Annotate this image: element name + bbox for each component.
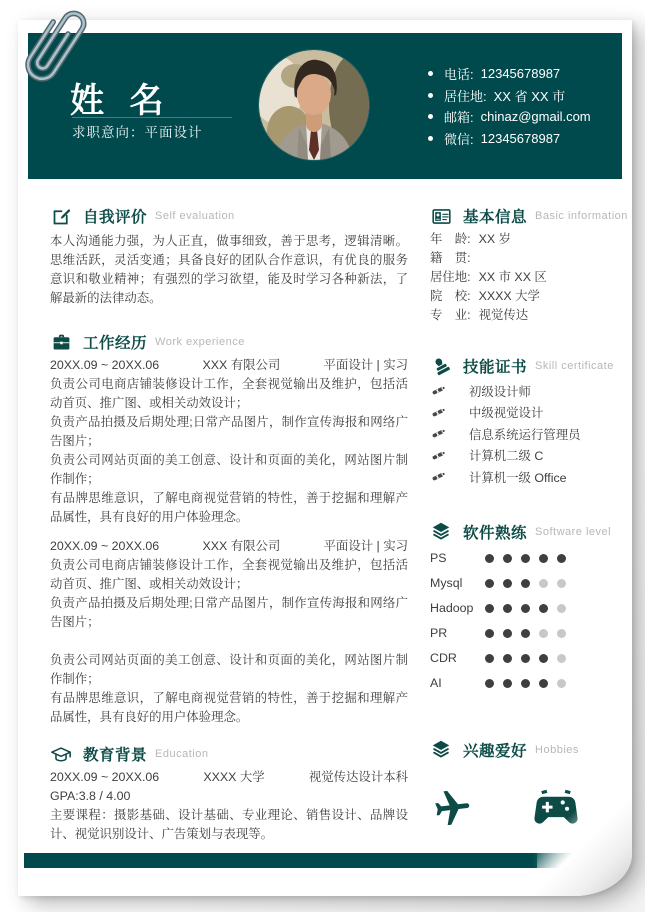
dot-filled-icon: [503, 604, 512, 613]
avatar: [259, 50, 369, 160]
section-title: 软件熟练: [463, 524, 528, 542]
phone-value: 12345678987: [480, 66, 561, 82]
section-subtitle: Work experience: [155, 336, 245, 348]
stamp-icon: [430, 355, 452, 377]
certificate-label: 计算机一级 Office: [469, 470, 567, 485]
education-period: 20XX.09 ~ 20XX.06: [50, 770, 160, 784]
proficiency-dots: [485, 679, 575, 688]
section-header: [50, 202, 408, 230]
section-header: [430, 202, 628, 230]
work-period: 20XX.09 ~ 20XX.06: [50, 539, 160, 553]
info-row-school: 院 校: XXXX 大学: [430, 287, 628, 306]
education-entry-header: [50, 768, 408, 787]
layers-icon: [430, 739, 452, 761]
diploma-icon: [430, 447, 447, 464]
dot-filled-icon: [539, 679, 548, 688]
info-row-age: 年 龄: XX 岁: [430, 230, 628, 249]
proficiency-dots: [485, 629, 575, 638]
dot-filled-icon: [503, 629, 512, 638]
certificate-list: [430, 380, 628, 488]
resume-page: [18, 20, 632, 896]
job-intent: 求职意向：平面设计: [72, 125, 203, 140]
hobby-icon-row: [430, 786, 628, 835]
software-item: [430, 671, 628, 696]
software-item: [430, 596, 628, 621]
graduation-cap-icon: [50, 743, 72, 765]
id-card-icon: [430, 205, 452, 227]
software-name: PS: [430, 551, 447, 565]
section-subtitle: Self evaluation: [155, 210, 235, 222]
software-name: Hadoop: [430, 601, 474, 615]
section-header: [50, 740, 408, 768]
dot-filled-icon: [503, 579, 512, 588]
contact-address: 居住地: XX 省 XX 市: [428, 85, 591, 107]
section-title: 基本信息: [463, 209, 528, 226]
gamepad-icon: [530, 788, 582, 833]
dot-empty-icon: [557, 579, 566, 588]
section-title: 技能证书: [463, 359, 528, 376]
info-row-residence: 居住地: XX 市 XX 区: [430, 268, 628, 287]
dot-empty-icon: [539, 579, 548, 588]
certificate-item: [430, 380, 628, 402]
self-evaluation-text: 本人沟通能力强，为人正直，做事细致，善于思考，逻辑清晰。思维活跃，灵活变通；具备良好的团队合作意识，有优良的服务意识和敬业精神；有强烈的学习欲望，能及时学习各种新法，了解最新的法律动态。: [50, 234, 408, 305]
section-header: [50, 328, 408, 356]
certificate-label: 初级设计师: [469, 384, 531, 399]
dot-empty-icon: [557, 654, 566, 663]
work-role: 平面设计 | 实习: [323, 539, 408, 553]
edit-icon: [50, 205, 72, 227]
major-value: 视觉传达: [478, 308, 529, 322]
dot-filled-icon: [485, 679, 494, 688]
software-name: Mysql: [430, 576, 463, 590]
dot-filled-icon: [521, 654, 530, 663]
software-name: PR: [430, 626, 448, 640]
section-subtitle: Software level: [535, 525, 612, 538]
certificate-item: [430, 445, 628, 467]
dot-filled-icon: [485, 629, 494, 638]
contact-email: 邮箱: chinaz@gmail.com: [428, 106, 591, 128]
work-duty: 有品牌思维意识，了解电商视觉营销的特性，善于挖掘和理解产品属性，具有良好的用户体验理念。: [50, 691, 408, 724]
footer-bar: [24, 853, 622, 868]
work-duty: 负责公司电商店铺装修设计工作，全套视觉输出及维护，包括活动首页、推广图、或相关动效设计；: [50, 558, 408, 591]
work-duty: 负责公司网站页面的美工创意、设计和页面的美化，网站图片制作制作；: [50, 453, 408, 486]
proficiency-dots: [485, 554, 575, 563]
school-value: XXXX 大学: [478, 289, 540, 303]
bullet-icon: [428, 93, 433, 98]
paperclip-icon: [8, 0, 90, 120]
dot-empty-icon: [557, 629, 566, 638]
software-list: [430, 546, 628, 696]
education-gpa: GPA:3.8 / 4.00: [50, 789, 131, 803]
briefcase-icon: [50, 331, 72, 353]
dot-filled-icon: [503, 554, 512, 563]
section-subtitle: Basic information: [535, 210, 628, 222]
address-value: XX 省 XX 市: [493, 88, 566, 104]
section-hobbies: [430, 736, 628, 835]
section-certificates: [430, 352, 628, 488]
work-duty: 负责产品拍摄及后期处理;日常产品图片，制作宣传海报和网络广告图片；: [50, 415, 408, 448]
software-item: [430, 621, 628, 646]
work-duty: 负责公司电商店铺装修设计工作，全套视觉输出及维护，包括活动首页、推广图、或相关动效设计；: [50, 377, 408, 410]
section-education: [50, 740, 408, 844]
dot-empty-icon: [557, 679, 566, 688]
info-row-major: 专 业: 视觉传达: [430, 306, 628, 325]
dot-filled-icon: [503, 679, 512, 688]
section-self-evaluation: [50, 202, 408, 308]
dot-filled-icon: [485, 579, 494, 588]
work-duty: 有品牌思维意识，了解电商视觉营销的特性，善于挖掘和理解产品属性，具有良好的用户体验理念。: [50, 491, 408, 524]
diploma-icon: [430, 382, 447, 399]
work-company: XXX 有限公司: [202, 358, 281, 372]
dot-empty-icon: [539, 629, 548, 638]
age-value: XX 岁: [478, 232, 511, 246]
section-title: 自我评价: [83, 209, 148, 226]
software-item: [430, 571, 628, 596]
dot-filled-icon: [539, 654, 548, 663]
software-name: AI: [430, 676, 442, 690]
education-school: XXXX 大学: [203, 770, 265, 784]
bullet-icon: [428, 114, 433, 119]
proficiency-dots: [485, 579, 575, 588]
certificate-item: [430, 466, 628, 488]
section-header: [430, 352, 628, 380]
software-item: [430, 546, 628, 571]
work-duty: 负责公司网站页面的美工创意、设计和页面的美化，网站图片制作制作；: [50, 653, 408, 686]
email-value: chinaz@gmail.com: [480, 109, 591, 125]
section-subtitle: Hobbies: [535, 743, 579, 756]
dot-filled-icon: [485, 554, 494, 563]
dot-filled-icon: [485, 604, 494, 613]
section-subtitle: Education: [155, 748, 209, 760]
certificate-label: 计算机二级 C: [469, 449, 544, 464]
proficiency-dots: [485, 604, 575, 613]
dot-filled-icon: [485, 654, 494, 663]
right-column: [430, 202, 628, 835]
certificate-label: 中级视觉设计: [469, 406, 544, 421]
software-name: CDR: [430, 651, 457, 665]
section-work-experience: [50, 328, 408, 727]
layers-icon: [430, 521, 452, 543]
work-entry-header: [50, 356, 408, 375]
diploma-icon: [430, 468, 447, 485]
dot-filled-icon: [503, 654, 512, 663]
section-header: [430, 736, 628, 764]
person-name: 姓 名: [70, 82, 172, 120]
airplane-icon: [430, 786, 474, 835]
header-band: [28, 33, 622, 179]
dot-filled-icon: [521, 554, 530, 563]
dot-filled-icon: [521, 604, 530, 613]
divider: [72, 117, 232, 118]
residence-value: XX 市 XX 区: [478, 270, 547, 284]
dot-filled-icon: [521, 579, 530, 588]
work-period: 20XX.09 ~ 20XX.06: [50, 358, 160, 372]
software-item: [430, 646, 628, 671]
education-courses: 主要课程：摄影基础、设计基础、专业理论、销售设计、品牌设计、视觉识别设计、广告策划与表现等。: [50, 808, 408, 841]
work-entry: [50, 356, 408, 527]
section-title: 兴趣爱好: [463, 742, 528, 760]
contact-phone: 电话: 12345678987: [428, 63, 591, 85]
bullet-icon: [428, 136, 433, 141]
left-column: [50, 202, 408, 844]
section-title: 工作经历: [83, 335, 148, 352]
bullet-icon: [428, 71, 433, 76]
dot-filled-icon: [539, 554, 548, 563]
proficiency-dots: [485, 654, 575, 663]
section-basic-info: [430, 202, 628, 325]
certificate-item: [430, 423, 628, 445]
dot-filled-icon: [521, 629, 530, 638]
dot-filled-icon: [539, 604, 548, 613]
dot-filled-icon: [557, 554, 566, 563]
work-entry: [50, 537, 408, 727]
certificate-item: [430, 402, 628, 424]
work-entry-header: [50, 537, 408, 556]
section-title: 教育背景: [83, 747, 148, 764]
work-duty: 负责产品拍摄及后期处理;日常产品图片，制作宣传海报和网络广告图片；: [50, 596, 408, 629]
dot-filled-icon: [521, 679, 530, 688]
section-header: [430, 518, 628, 546]
portrait-illustration: [259, 50, 369, 160]
diploma-icon: [430, 404, 447, 421]
education-degree: 视觉传达设计本科: [308, 770, 408, 784]
contact-list: [428, 63, 591, 149]
section-subtitle: Skill certificate: [535, 360, 614, 372]
contact-wechat: 微信: 12345678987: [428, 128, 591, 150]
dot-empty-icon: [557, 604, 566, 613]
work-company: XXX 有限公司: [202, 539, 281, 553]
wechat-value: 12345678987: [480, 130, 561, 146]
section-software: [430, 518, 628, 696]
certificate-label: 信息系统运行管理员: [469, 427, 581, 442]
info-row-origin: 籍 贯:: [430, 251, 471, 265]
diploma-icon: [430, 425, 447, 442]
work-role: 平面设计 | 实习: [323, 358, 408, 372]
